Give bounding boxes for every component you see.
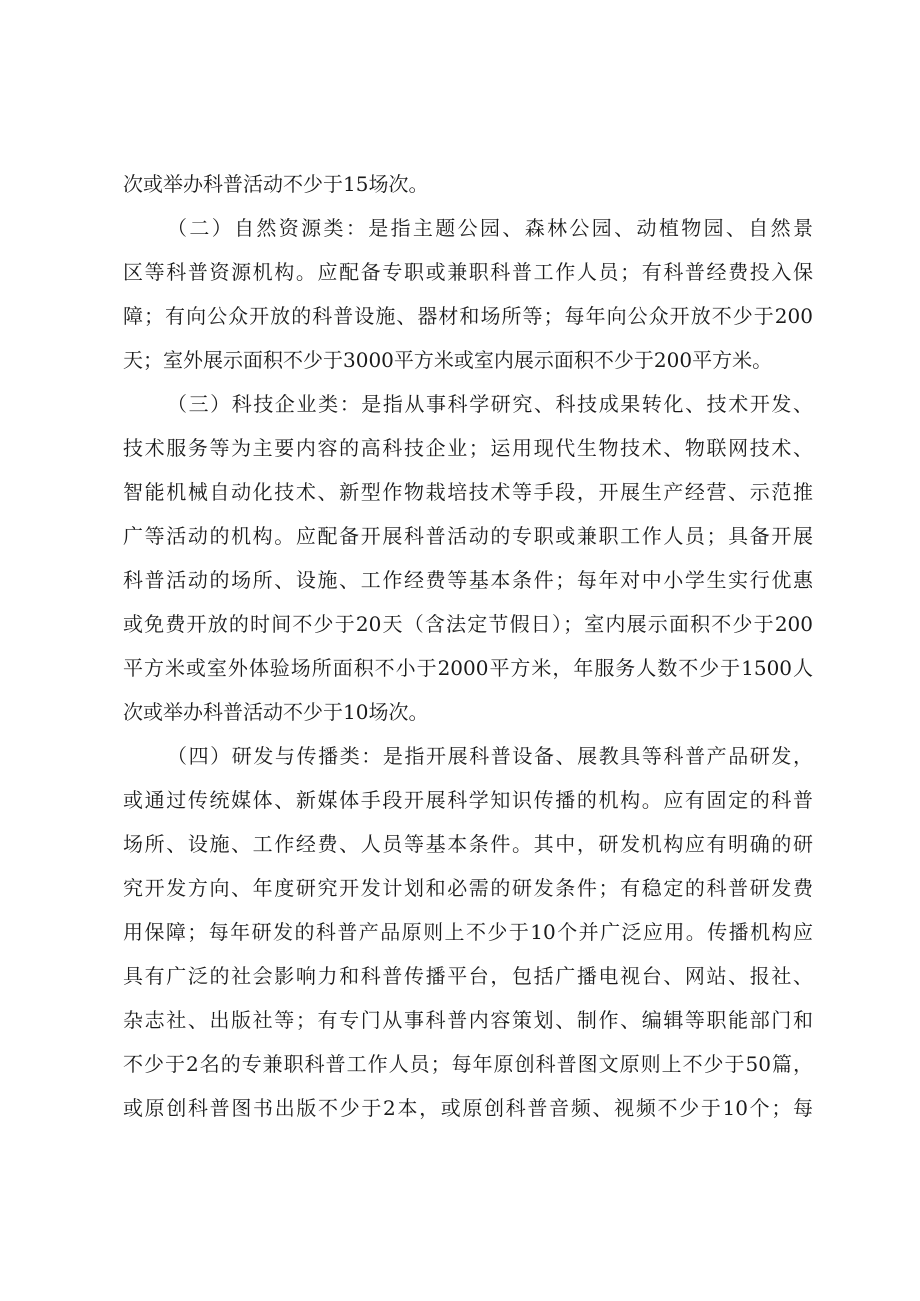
text-line: 次或举办科普活动不少于15场次。 — [123, 172, 429, 196]
text-line: 或免费开放的时间不少于20天（含法定节假日）；室内展示面积不少于200 — [123, 612, 813, 636]
text-line: 天；室外展示面积不少于3000平方米或室内展示面积不少于200平方米。 — [123, 348, 773, 372]
text-line: 区等科普资源机构。应配备专职或兼职科普工作人员；有科普经费投入保 — [123, 260, 813, 284]
text-line: 智能机械自动化技术、新型作物栽培技术等手段，开展生产经营、示范推 — [123, 480, 813, 504]
text-line: 具有广泛的社会影响力和科普传播平台，包括广播电视台、网站、报社、 — [123, 964, 813, 988]
text-line: 或通过传统媒体、新媒体手段开展科学知识传播的机构。应有固定的科普 — [123, 788, 813, 812]
paragraph-heading-line: （三）科技企业类：是指从事科学研究、科技成果转化、技术开发、 — [167, 392, 813, 416]
paragraph-heading-line: （二）自然资源类：是指主题公园、森林公园、动植物园、自然景 — [167, 216, 813, 240]
text-line: 技术服务等为主要内容的高科技企业；运用现代生物技术、物联网技术、 — [123, 436, 813, 460]
text-line: 究开发方向、年度研究开发计划和必需的研发条件；有稳定的科普研发费 — [123, 876, 813, 900]
text-line: 科普活动的场所、设施、工作经费等基本条件；每年对中小学生实行优惠 — [123, 568, 813, 592]
text-line: 用保障；每年研发的科普产品原则上不少于10个并广泛应用。传播机构应 — [123, 920, 813, 944]
text-line: 杂志社、出版社等；有专门从事科普内容策划、制作、编辑等职能部门和 — [123, 1008, 813, 1032]
paragraph-heading-line: （四）研发与传播类：是指开展科普设备、展教具等科普产品研发， — [167, 744, 813, 768]
text-line: 障；有向公众开放的科普设施、器材和场所等；每年向公众开放不少于200 — [123, 304, 813, 328]
text-line: 平方米或室外体验场所面积不小于2000平方米，年服务人数不少于1500人 — [123, 656, 813, 680]
text-line: 不少于2名的专兼职科普工作人员；每年原创科普图文原则上不少于50篇， — [123, 1052, 813, 1076]
text-line: 或原创科普图书出版不少于2本，或原创科普音频、视频不少于10个；每 — [123, 1096, 813, 1120]
text-line: 次或举办科普活动不少于10场次。 — [123, 700, 429, 724]
text-line: 广等活动的机构。应配备开展科普活动的专职或兼职工作人员；具备开展 — [123, 524, 813, 548]
text-line: 场所、设施、工作经费、人员等基本条件。其中，研发机构应有明确的研 — [123, 832, 813, 856]
